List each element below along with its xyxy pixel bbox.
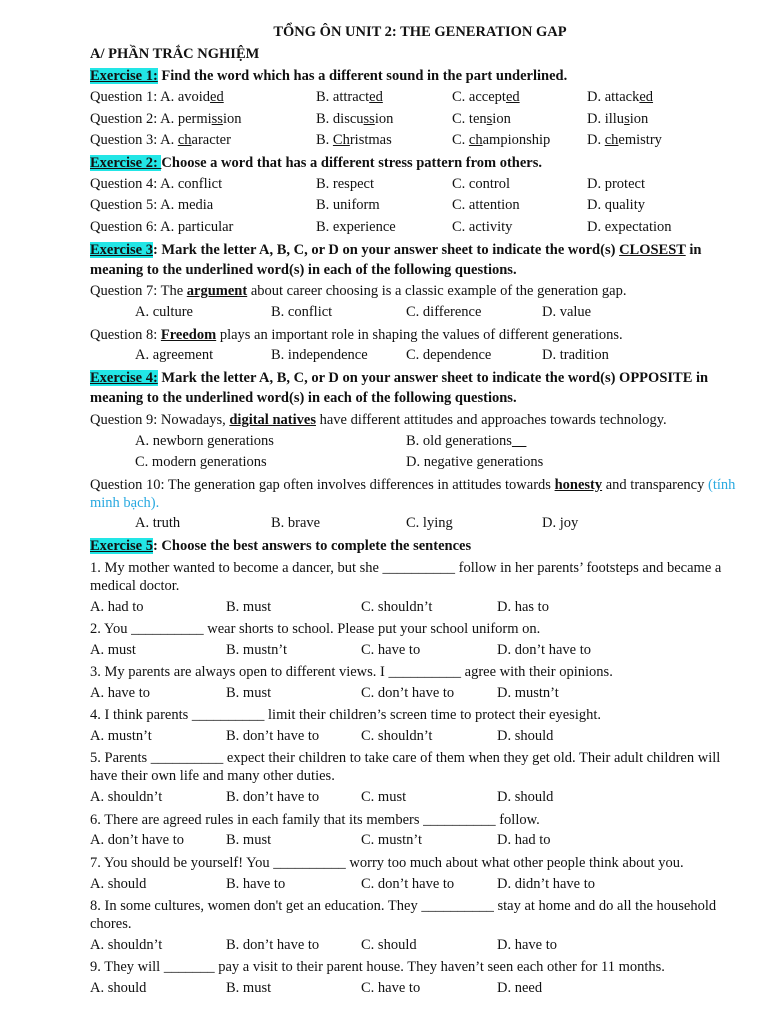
question-6-label: Question 6: <box>90 218 161 235</box>
question-8 <box>90 324 750 346</box>
sentence-4-option-a[interactable]: A. mustn’t <box>90 728 152 745</box>
question-4 <box>90 174 750 196</box>
exercise-3-keyword: CLOSEST <box>619 241 686 258</box>
question-8-option-c[interactable]: C. dependence <box>406 347 492 364</box>
underlined-part: ss <box>363 110 375 127</box>
sentence-3-option-c[interactable]: C. don’t have to <box>361 684 455 701</box>
question-9-option-b[interactable] <box>406 431 526 453</box>
question-2 <box>90 109 750 131</box>
worksheet-title: TỔNG ÔN UNIT 2: THE GENERATION GAP <box>273 24 567 40</box>
underlined-part: s <box>624 110 630 127</box>
question-4-option-a[interactable] <box>90 174 222 196</box>
exercise-3-instruction: : Mark the letter A, B, C, or D on your answer sheet to indicate the word(s) <box>152 241 620 258</box>
question-10-translation-note: (tính minh bạch). <box>90 476 736 511</box>
question-1-option-d[interactable] <box>587 87 653 109</box>
exercise-1-tag: Exercise 1: <box>90 68 158 84</box>
exercise-2-instruction: Choose a word that has a different stress pattern from others. <box>161 154 542 171</box>
question-8-text-end: plays an important role in shaping the values of different generations. <box>216 326 623 343</box>
sentence-5: 5. Parents __________ expect their children to take care of them when they get old. Their adult children will have their own life and many other duties. <box>90 750 721 785</box>
exercise-3-heading <box>90 240 750 280</box>
option-text-end: ampionship <box>482 132 551 149</box>
question-7-option-d[interactable]: D. value <box>542 304 592 321</box>
question-7-keyword: argument <box>186 283 248 300</box>
sentence-7-option-b[interactable]: B. have to <box>226 875 286 892</box>
question-1 <box>90 87 750 109</box>
option-text: C. activity <box>452 218 513 235</box>
question-7-option-c[interactable]: C. difference <box>406 304 482 321</box>
sentence-9-options <box>90 978 750 1000</box>
exercise-2-tag: Exercise 2: <box>90 154 162 171</box>
exercise-5-questions <box>90 557 750 1000</box>
option-text: B. attract <box>316 89 370 105</box>
sentence-8-option-c[interactable]: C. should <box>361 936 417 953</box>
question-9-option-d[interactable]: D. negative generations <box>406 454 544 471</box>
question-1-option-c[interactable] <box>452 87 520 109</box>
question-4-option-d[interactable] <box>587 174 645 196</box>
exercise-1-questions <box>90 87 750 152</box>
question-2-label: Question 2: <box>90 110 161 127</box>
option-text: A. permi <box>160 110 212 127</box>
question-3-option-b[interactable] <box>316 130 392 152</box>
option-text: A. particular <box>160 218 234 235</box>
question-5 <box>90 195 750 217</box>
exercise-5-heading <box>90 535 750 557</box>
question-7-option-a[interactable]: A. culture <box>135 304 193 321</box>
question-5-option-d[interactable] <box>587 195 645 217</box>
underlined-part: Ch <box>332 132 350 149</box>
sentence-1-option-a[interactable]: A. had to <box>90 598 144 615</box>
exercise-5-tag: Exercise 5 <box>90 537 153 554</box>
option-text-end: aracter <box>191 132 231 149</box>
underlined-part: ss <box>211 110 223 127</box>
question-8-keyword: Freedom <box>160 326 217 343</box>
sentence-6-option-d[interactable]: D. had to <box>497 832 551 849</box>
sentence-5-options <box>90 787 750 809</box>
sentence-7-option-a[interactable]: A. should <box>90 875 147 892</box>
question-7-text-end: about career choosing is a classic example of the generation gap. <box>247 283 627 300</box>
sentence-1: 1. My mother wanted to become a dancer, but she __________ follow in her parents’ footsteps and became a medical doctor. <box>90 559 722 594</box>
question-1-label: Question 1: <box>90 89 161 105</box>
question-3-option-c[interactable] <box>452 130 550 152</box>
exercise-2-heading <box>90 152 750 174</box>
option-text: B. discu <box>316 110 364 127</box>
option-text-end: ion <box>374 110 394 127</box>
sentence-7-option-c[interactable]: C. don’t have to <box>361 875 455 892</box>
sentence-9-option-d[interactable]: D. need <box>497 980 543 996</box>
sentence-3-option-b[interactable]: B. must <box>226 684 272 701</box>
question-6-option-b[interactable] <box>316 217 396 239</box>
question-9 <box>90 409 750 431</box>
question-10-option-d[interactable]: D. joy <box>542 515 579 532</box>
question-5-label: Question 5: <box>90 197 161 214</box>
exercise-5-instruction: : Choose the best answers to complete the sentences <box>152 537 472 554</box>
question-2-option-b[interactable] <box>316 109 393 131</box>
sentence-7-option-d[interactable]: D. didn’t have to <box>497 875 595 892</box>
question-2-option-d[interactable] <box>587 109 648 131</box>
question-7-options <box>90 302 750 324</box>
exercise-1-heading <box>90 65 750 87</box>
underlined-part: ed <box>369 89 383 105</box>
question-9-option-a[interactable]: A. newborn generations <box>135 432 274 449</box>
sentence-2: 2. You __________ wear shorts to school. Please put your school uniform on. <box>90 620 541 637</box>
sentence-1-option-c[interactable]: C. shouldn’t <box>361 598 433 615</box>
sentence-2-option-c[interactable]: C. have to <box>361 641 421 658</box>
question-7-text-start: : The <box>153 283 187 300</box>
question-7-label: Question 7 <box>90 283 154 300</box>
option-text: D. <box>587 132 605 149</box>
question-9-options-row-2 <box>90 452 750 474</box>
question-6-option-d[interactable] <box>587 217 672 239</box>
question-9-keyword: digital natives <box>229 411 316 428</box>
sentence-4-option-c[interactable]: C. shouldn’t <box>361 728 433 745</box>
question-6 <box>90 217 750 239</box>
sentence-3: 3. My parents are always open to different views. I __________ agree with their opinions. <box>90 664 613 681</box>
option-text-end: ion <box>492 110 511 127</box>
option-text: C. control <box>452 175 510 192</box>
option-text: B. <box>316 132 333 149</box>
question-10-text-start: : The generation gap often involves differences in attitudes towards <box>160 476 555 493</box>
sentence-8-option-b[interactable]: B. don’t have to <box>226 936 320 953</box>
question-6-option-c[interactable] <box>452 217 512 239</box>
sentence-7-options <box>90 874 750 896</box>
sentence-4-option-d[interactable]: D. should <box>497 728 554 745</box>
exercise-3-tag: Exercise 3 <box>90 241 153 258</box>
sentence-2-option-d[interactable]: D. don’t have to <box>497 641 591 658</box>
question-10-text-end: and transparency <box>602 476 708 493</box>
exercise-4-instruction: Mark the letter A, B, C, or D on your answer sheet to indicate the word(s) OPPOSITE in meaning to the underlined word(s) in each of the following questions. <box>90 369 709 406</box>
underlined-part: ch <box>468 132 483 149</box>
question-5-option-a[interactable] <box>90 195 213 217</box>
sentence-8: 8. In some cultures, women don't get an education. They __________ stay at home and do all the household chores. <box>90 898 717 933</box>
question-8-option-a[interactable]: A. agreement <box>135 347 214 364</box>
question-5-option-c[interactable] <box>452 195 520 217</box>
sentence-1-option-b[interactable]: B. must <box>226 598 272 615</box>
option-text: C. attention <box>452 197 520 214</box>
question-7 <box>90 281 750 303</box>
sentence-3-option-a[interactable]: A. have to <box>90 684 150 701</box>
sentence-8-option-a[interactable]: A. shouldn’t <box>90 936 163 953</box>
question-4-option-b[interactable] <box>316 174 374 196</box>
exercise-4-tag: Exercise 4: <box>90 369 158 386</box>
exercise-2-questions <box>90 174 750 239</box>
underlined-part: ed <box>639 89 654 105</box>
option-text: A. media <box>160 197 214 214</box>
sentence-4-options <box>90 726 750 748</box>
question-8-option-d[interactable]: D. tradition <box>542 347 609 364</box>
question-8-option-b[interactable]: B. independence <box>271 347 368 364</box>
option-text-end: ion <box>629 110 649 127</box>
sentence-8-options <box>90 935 750 957</box>
question-2-option-c[interactable] <box>452 109 511 131</box>
option-text: A. avoid <box>160 89 211 105</box>
option-text: D. attack <box>587 89 640 105</box>
question-2-option-a[interactable] <box>90 109 241 131</box>
question-4-label: Question 4: <box>90 175 161 192</box>
question-5-option-b[interactable] <box>316 195 380 217</box>
option-text: D. quality <box>587 197 645 214</box>
option-text-end: ion <box>222 110 242 127</box>
question-9-text-start: : Nowadays, <box>153 411 230 428</box>
sentence-1-options <box>90 597 750 619</box>
question-1-option-b[interactable] <box>316 87 383 109</box>
option-text: C. ten <box>452 110 487 127</box>
option-text: D. expectation <box>587 218 672 235</box>
sentence-9-option-c[interactable]: C. have to <box>361 980 421 996</box>
exercise-3-instruction-end: in meaning to the underlined word(s) in each of the following questions. <box>90 241 702 278</box>
question-3-option-a[interactable] <box>90 130 231 152</box>
sentence-9-option-a[interactable]: A. should <box>90 980 147 996</box>
option-text-end: ristmas <box>349 132 392 149</box>
option-text: B. respect <box>316 175 374 192</box>
sentence-6: 6. There are agreed rules in each family that its members __________ follow. <box>90 811 540 828</box>
question-1-option-a[interactable] <box>90 87 224 109</box>
question-7-option-b[interactable]: B. conflict <box>271 304 333 321</box>
sentence-4: 4. I think parents __________ limit their children’s screen time to protect their eyesight. <box>90 707 602 724</box>
underlined-part: ed <box>505 89 520 105</box>
question-9-label: Question 9 <box>90 411 154 428</box>
option-text: B. uniform <box>316 197 380 214</box>
question-10 <box>90 474 750 514</box>
sentence-5-option-a[interactable]: A. shouldn’t <box>90 789 163 806</box>
question-8-options <box>90 345 750 367</box>
sentence-5-option-b[interactable]: B. don’t have to <box>226 789 320 806</box>
sentence-6-option-c[interactable]: C. mustn’t <box>361 832 422 849</box>
question-10-label: Question 10 <box>90 476 161 493</box>
sentence-4-option-b[interactable]: B. don’t have to <box>226 728 320 745</box>
worksheet <box>90 21 750 1000</box>
option-text: A. conflict <box>160 175 223 192</box>
option-text-end: emistry <box>618 132 662 149</box>
option-text: A. <box>160 132 178 149</box>
question-9-option-c[interactable]: C. modern generations <box>135 454 267 471</box>
sentence-3-options <box>90 683 750 705</box>
option-text: C. <box>452 132 469 149</box>
sentence-9: 9. They will _______ pay a visit to their parent house. They haven’t seen each other for 11 months. <box>90 959 665 976</box>
underlined-part: ch <box>177 132 192 149</box>
sentence-6-options <box>90 830 750 852</box>
question-3-option-d[interactable] <box>587 130 662 152</box>
exercise-4-heading <box>90 368 750 408</box>
question-8-label: Question 8: <box>90 326 161 343</box>
sentence-1-option-d[interactable]: D. has to <box>497 598 549 615</box>
underlined-part: s <box>486 110 493 127</box>
question-10-option-b[interactable]: B. brave <box>271 515 321 532</box>
sentence-3-option-d[interactable]: D. mustn’t <box>497 684 559 701</box>
question-10-keyword: honesty <box>554 476 603 493</box>
question-9-options-row-1 <box>90 431 750 453</box>
sentence-2-option-b[interactable]: B. mustn’t <box>226 641 287 658</box>
question-10-option-a[interactable]: A. truth <box>135 515 181 532</box>
exercise-1-instruction: Find the word which has a different sound in the part underlined. <box>157 68 568 84</box>
sentence-2-options <box>90 640 750 662</box>
sentence-6-option-a[interactable]: A. don’t have to <box>90 832 184 849</box>
part-a-heading: A/ PHẦN TRẮC NGHIỆM <box>90 46 260 62</box>
question-4-option-c[interactable] <box>452 174 510 196</box>
sentence-6-option-b[interactable]: B. must <box>226 832 272 849</box>
question-10-options <box>90 513 750 535</box>
question-10-option-c[interactable]: C. lying <box>406 515 453 532</box>
sentence-5-option-c[interactable]: C. must <box>361 789 407 806</box>
option-text: B. experience <box>316 218 396 235</box>
sentence-2-option-a[interactable]: A. must <box>90 641 136 658</box>
underlined-part: ed <box>210 89 224 105</box>
underlined-part: ch <box>604 132 619 149</box>
sentence-8-option-d[interactable]: D. have to <box>497 936 557 953</box>
question-6-option-a[interactable] <box>90 217 233 239</box>
option-text: D. protect <box>587 175 645 192</box>
question-9-option-b-label: B. old generations <box>406 432 512 449</box>
question-9-text-end: have different attitudes and approaches towards technology. <box>315 411 667 428</box>
option-text: D. illu <box>587 110 625 127</box>
sentence-7: 7. You should be yourself! You __________ worry too much about what other people think about you. <box>90 854 684 871</box>
sentence-9-option-b[interactable]: B. must <box>226 980 272 996</box>
sentence-5-option-d[interactable]: D. should <box>497 789 554 806</box>
option-text: C. accept <box>452 89 506 105</box>
question-3 <box>90 130 750 152</box>
question-9-option-b-trail <box>512 433 527 449</box>
question-3-label: Question 3: <box>90 132 161 149</box>
